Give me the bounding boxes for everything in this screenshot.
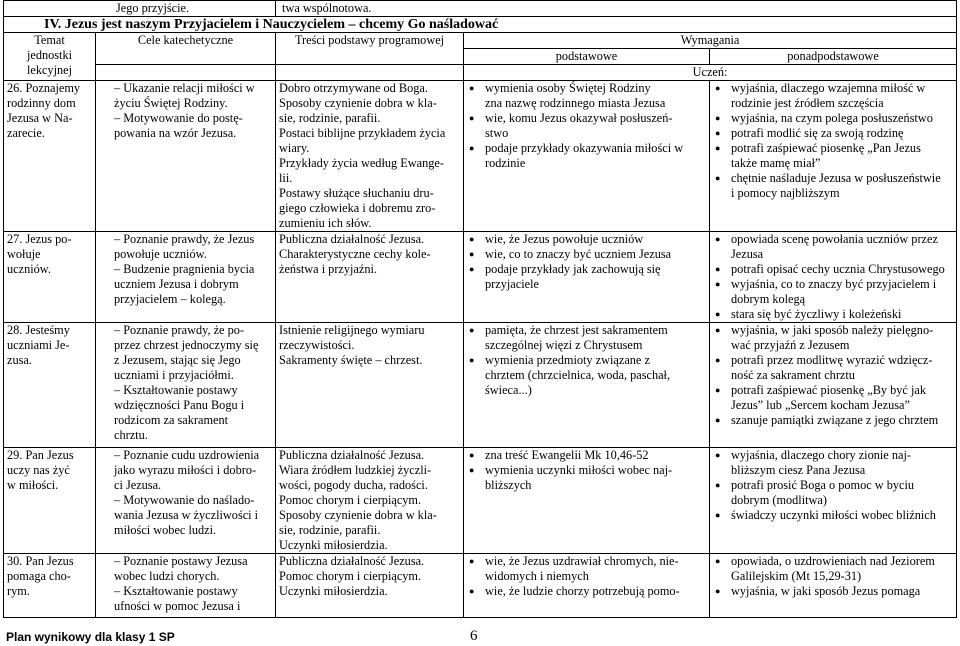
requirement-line: bliższych (485, 478, 532, 492)
lesson-topic (4, 554, 96, 618)
catechetical-goals (96, 448, 276, 554)
goal-line: miłości wobec ludzi. (114, 523, 217, 537)
requirement-line: ność za sakrament chrztu (731, 368, 855, 382)
requirement-line: ● wymienia uczynki miłości wobec naj- (485, 463, 673, 477)
requirement-item (485, 323, 706, 353)
requirement-line: ● świadczy uczynki miłości wobec bliźnich (731, 508, 936, 522)
requirement-item (485, 262, 706, 292)
lesson-topic (4, 448, 96, 554)
content-line: Sposoby czynienie dobra w kla- (279, 96, 437, 110)
requirement-item (485, 448, 706, 463)
requirement-item (731, 111, 953, 126)
section-row (4, 17, 957, 33)
content-line: giego człowieka i dobremu zro- (279, 201, 436, 215)
requirement-item (485, 141, 706, 171)
content-line: Uczynki miłosierdzia. (279, 584, 388, 598)
lesson-topic (4, 323, 96, 448)
header-podstawowe: podstawowe (464, 49, 710, 65)
continuation-right: twa wspólnotowa. (276, 1, 957, 17)
header-ponadpodstawowe: ponadpodstawowe (710, 49, 957, 65)
advanced-requirements (710, 448, 957, 554)
content-line: rzeczywistości. (279, 338, 355, 352)
topic-line: pomaga cho- (7, 569, 71, 583)
goal-line: – Poznanie prawdy, że Jezus (114, 232, 255, 246)
lesson-row (4, 448, 957, 554)
topic-line: 29. Pan Jezus (7, 448, 74, 462)
requirement-line: ● zna treść Ewangelii Mk 10,46-52 (485, 448, 649, 462)
header-cele: Cele katechetyczne (96, 33, 276, 65)
page-number: 6 (470, 628, 478, 644)
requirement-line: i pomocy najbliższym (731, 186, 840, 200)
requirement-item (485, 111, 706, 141)
content-line: Postaci biblijne przykładem życia (279, 126, 446, 140)
goal-line: – Motywowanie do postę- (114, 111, 243, 125)
topic-line: 27. Jezus po- (7, 232, 72, 246)
requirement-line: ● chętnie naśladuje Jezusa w posłuszeństwie (731, 171, 941, 185)
requirement-line: ● szanuje pamiątki związane z jego chrztem (731, 413, 939, 427)
requirement-line: przyjaciele (485, 277, 539, 291)
content-line: Publiczna działalność Jezusa. (279, 554, 425, 568)
catechetical-goals (96, 232, 276, 323)
goal-line: powania na wzór Jezusa. (114, 126, 237, 140)
requirement-line: ● potrafi zaśpiewać piosenkę „By być jak (731, 383, 926, 397)
requirement-item (485, 353, 706, 398)
plan-table (3, 0, 957, 618)
goal-line: wobec ludzi chorych. (114, 569, 220, 583)
goal-line: – Poznanie cudu uzdrowienia (114, 448, 260, 462)
lesson-row (4, 232, 957, 323)
requirement-line: rodzinie jest źródłem szczęścia (731, 96, 884, 110)
content-line: lii. (279, 171, 293, 185)
basic-requirements (464, 323, 710, 448)
requirement-item (731, 81, 953, 111)
requirement-item (731, 126, 953, 141)
advanced-requirements (710, 81, 957, 232)
requirement-item (485, 81, 706, 111)
goal-line: chrztu. (114, 428, 148, 442)
requirement-line: świeca...) (485, 383, 532, 397)
section-title: IV. Jezus jest naszym Przyjacielem i Nauczycielem – chcemy Go naśladować (4, 17, 957, 33)
requirement-line: ● potrafi zaśpiewać piosenkę „Pan Jezus (731, 141, 921, 155)
requirements-list (467, 323, 706, 398)
requirement-line: Jezus” lub „Sercem kocham Jezusa” (731, 398, 910, 412)
requirement-line: także mamę miał” (731, 156, 821, 170)
requirement-line: ● potrafi opisać cechy ucznia Chrystusowego (731, 262, 945, 276)
header-tresci: Treści podstawy programowej (276, 33, 464, 65)
header-cele-empty (96, 65, 276, 81)
content-line: Dobro otrzymywane od Boga. (279, 81, 428, 95)
goal-line: – Kształtowanie postawy (114, 584, 238, 598)
requirement-item (731, 171, 953, 201)
goal-line: przez chrzest jednoczymy się (114, 338, 259, 352)
requirement-item (731, 277, 953, 307)
content-line: Istnienie religijnego wymiaru (279, 323, 425, 337)
requirements-list (467, 554, 706, 599)
requirements-list (467, 81, 706, 171)
requirement-line: ● opowiada scenę powołania uczniów przez (731, 232, 938, 246)
header-uczen: Uczeń: (464, 65, 957, 81)
catechetical-goals (96, 81, 276, 232)
requirements-list (713, 81, 953, 201)
requirement-item (731, 323, 953, 353)
lesson-topic (4, 81, 96, 232)
requirement-line: dobrym kolegą (731, 292, 806, 306)
requirement-item (485, 232, 706, 247)
catechetical-goals (96, 323, 276, 448)
header-temat-line: jednostki (26, 48, 73, 62)
topic-line: zarecie. (7, 126, 45, 140)
requirement-line: Jezusa (731, 247, 764, 261)
content-line: Publiczna działalność Jezusa. (279, 448, 425, 462)
topic-line: 30. Pan Jezus (7, 554, 74, 568)
requirement-line: ● wie, że Jezus powołuje uczniów (485, 232, 644, 246)
requirement-line: ● potrafi prosić Boga o pomoc w byciu (731, 478, 915, 492)
header-row-3 (4, 65, 957, 81)
requirement-line: ● potrafi modlić się za swoją rodzinę (731, 126, 904, 140)
curriculum-content (276, 323, 464, 448)
requirement-line: Galilejskim (Mt 15,29-31) (731, 569, 862, 583)
requirement-line: ● wie, że ludzie chorzy potrzebują pomo- (485, 584, 680, 598)
requirements-list (713, 554, 953, 599)
content-line: Publiczna działalność Jezusa. (279, 232, 425, 246)
header-wymagania: Wymagania (464, 33, 957, 49)
content-line: Charakterystyczne cechy kole- (279, 247, 431, 261)
requirement-item (485, 584, 706, 599)
basic-requirements (464, 554, 710, 618)
goal-line: rodzicom za sakrament (114, 413, 229, 427)
catechetical-goals (96, 554, 276, 618)
requirement-line: ● wyjaśnia, w jaki sposób Jezus pomaga (731, 584, 921, 598)
advanced-requirements (710, 554, 957, 618)
requirements-list (713, 232, 953, 322)
requirement-line: widomych i niemych (485, 569, 589, 583)
requirement-line: ● opowiada, o uzdrowieniach nad Jeziorem (731, 554, 935, 568)
requirement-item (731, 307, 953, 322)
requirement-line: ● wyjaśnia, w jaki sposób należy pielęgno- (731, 323, 934, 337)
goal-line: jako wyrazu miłości i dobro- (114, 463, 257, 477)
requirement-item (731, 232, 953, 262)
header-temat-line: lekcyjnej (26, 63, 73, 77)
requirement-item (731, 508, 953, 523)
curriculum-content (276, 448, 464, 554)
goal-line: ci Jezusa. (114, 478, 162, 492)
goal-line: wania Jezusa w życzliwości i (114, 508, 259, 522)
requirement-item (485, 247, 706, 262)
requirement-item (731, 353, 953, 383)
requirement-item (731, 383, 953, 413)
goal-line: uczniem Jezusa i dobrym (114, 277, 239, 291)
requirement-item (731, 413, 953, 428)
curriculum-content (276, 554, 464, 618)
requirement-line: ● wymienia osoby Świętej Rodziny (485, 81, 651, 95)
header-temat-line: Temat (34, 33, 65, 47)
requirement-line: dobrym (modlitwa) (731, 493, 827, 507)
requirement-item (731, 448, 953, 478)
requirement-line: ● potrafi przez modlitwę wyrazić wdzięcz- (731, 353, 933, 367)
content-line: sie, rodzinie, parafii. (279, 523, 381, 537)
content-line: Sakramenty święte – chrzest. (279, 353, 423, 367)
goal-line: uczniami i przyjaciółmi. (114, 368, 234, 382)
requirement-item (731, 141, 953, 171)
basic-requirements (464, 448, 710, 554)
requirement-line: rodzinie (485, 156, 526, 170)
requirement-line: ● wymienia przedmioty związane z (485, 353, 650, 367)
content-line: Sposoby czynienie dobra w kla- (279, 508, 437, 522)
goal-line: – Ukazanie relacji miłości w (114, 81, 255, 95)
continuation-row (4, 1, 957, 17)
topic-line: Jezusa w Na- (7, 111, 73, 125)
header-temat (4, 33, 96, 81)
topic-line: uczy nas żyć (7, 463, 70, 477)
content-line: Przykłady życia według Ewange- (279, 156, 444, 170)
requirement-line: szczególnej więzi z Chrystusem (485, 338, 643, 352)
content-line: Pomoc chorym i cierpiącym. (279, 569, 422, 583)
topic-line: w miłości. (7, 478, 59, 492)
requirement-line: bliższym ciesz Pana Jezusa (731, 463, 866, 477)
goal-line: – Poznanie postawy Jezusa (114, 554, 248, 568)
requirement-line: ● stara się być życzliwy i koleżeński (731, 307, 902, 321)
curriculum-content (276, 232, 464, 323)
curriculum-content (276, 81, 464, 232)
requirement-line: stwo (485, 126, 509, 140)
basic-requirements (464, 81, 710, 232)
requirement-line: chrztem (chrzcielnica, woda, paschał, (485, 368, 671, 382)
topic-line: rym. (7, 584, 30, 598)
lesson-row (4, 323, 957, 448)
requirement-item (485, 463, 706, 493)
header-row-1 (4, 33, 957, 49)
lesson-topic (4, 232, 96, 323)
requirement-line: ● wie, komu Jezus okazywał posłuszeń- (485, 111, 673, 125)
content-line: wości, pogody ducha, radości. (279, 478, 428, 492)
requirement-item (731, 262, 953, 277)
requirement-item (731, 554, 953, 584)
requirement-item (485, 554, 706, 584)
content-line: sie, rodzinie, parafii. (279, 111, 381, 125)
requirement-item (731, 478, 953, 508)
goal-line: – Budzenie pragnienia bycia (114, 262, 255, 276)
continuation-left: Jego przyjście. (4, 1, 276, 17)
lesson-row (4, 81, 957, 232)
goal-line: powołuje uczniów. (114, 247, 207, 261)
topic-line: uczniów. (7, 262, 51, 276)
requirement-line: ● wyjaśnia, co to znaczy być przyjacielem i (731, 277, 937, 291)
requirements-list (467, 448, 706, 493)
requirements-list (713, 323, 953, 428)
requirements-list (467, 232, 706, 292)
topic-line: wołuje (7, 247, 41, 261)
requirement-item (731, 584, 953, 599)
goal-line: przyjacielem – kolegą. (114, 292, 226, 306)
requirement-line: ● podaje przykłady jak zachowują się (485, 262, 661, 276)
goal-line: – Poznanie prawdy, że po- (114, 323, 244, 337)
goal-line: z Jezusem, stając się Jego (114, 353, 241, 367)
advanced-requirements (710, 232, 957, 323)
content-line: żeństwa i przyjaźni. (279, 262, 378, 276)
content-line: Pomoc chorym i cierpiącym. (279, 493, 422, 507)
advanced-requirements (710, 323, 957, 448)
topic-line: 26. Poznajemy (7, 81, 81, 95)
content-line: wiary. (279, 141, 310, 155)
requirement-line: ● pamięta, że chrzest jest sakramentem (485, 323, 668, 337)
content-line: Wiara źródłem ludzkiej życzli- (279, 463, 432, 477)
requirement-line: ● podaje przykłady okazywania miłości w (485, 141, 684, 155)
requirements-list (713, 448, 953, 523)
footer-title: Plan wynikowy dla klasy 1 SP (6, 630, 175, 644)
content-line: Uczynki miłosierdzia. (279, 538, 388, 552)
lesson-row (4, 554, 957, 618)
basic-requirements (464, 232, 710, 323)
requirement-line: ● wie, co to znaczy być uczniem Jezusa (485, 247, 672, 261)
topic-line: uczniami Je- (7, 338, 70, 352)
topic-line: 28. Jesteśmy (7, 323, 70, 337)
goal-line: – Motywowanie do naślado- (114, 493, 255, 507)
requirement-line: ● wyjaśnia, dlaczego chory zionie naj- (731, 448, 911, 462)
goal-line: wdzięczności Panu Bogu i (114, 398, 245, 412)
header-tresci-empty (276, 65, 464, 81)
requirement-line: ● wie, że Jezus uzdrawiał chromych, nie- (485, 554, 679, 568)
requirement-line: ● wyjaśnia, dlaczego wzajemna miłość w (731, 81, 926, 95)
content-line: zumieniu ich słów. (279, 216, 372, 230)
requirement-line: ● wyjaśnia, na czym polega posłuszeństwo (731, 111, 933, 125)
requirement-line: zna nazwę rodzinnego miasta Jezusa (485, 96, 666, 110)
goal-line: – Kształtowanie postawy (114, 383, 238, 397)
requirement-line: wać przyjaźń z Jezusem (731, 338, 850, 352)
topic-line: zusa. (7, 353, 32, 367)
goal-line: ufności w pomoc Jezusa i (114, 599, 241, 613)
topic-line: rodzinny dom (7, 96, 76, 110)
goal-line: życiu Świętej Rodziny. (114, 96, 228, 110)
content-line: Postawy służące słuchaniu dru- (279, 186, 434, 200)
